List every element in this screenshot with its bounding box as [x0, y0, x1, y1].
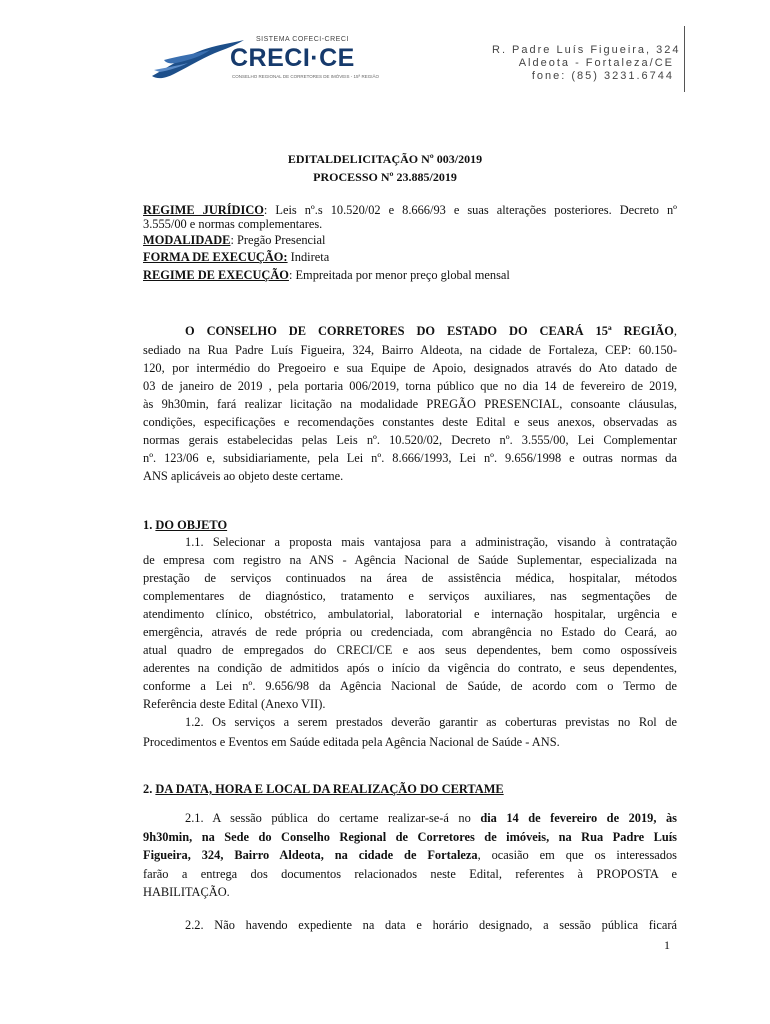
- section-1-line: Referência deste Edital (Anexo VII).: [143, 697, 326, 711]
- regime-juridico: REGIME JURÍDICO: Leis nº.s 10.520/02 e 8.666/93 e suas alterações posteriores. Decreto nº: [143, 203, 677, 217]
- section-1-line: prestação de serviços continuados na área de assistência médica, hospitalar, métodos: [143, 571, 677, 585]
- modalidade: MODALIDADE: Pregão Presencial: [143, 233, 326, 247]
- forma-execucao: FORMA DE EXECUÇÃO: Indireta: [143, 250, 330, 264]
- intro-line: às 9h30min, fará realizar licitação na modalidade PREGÃO PRESENCIAL, consoante cláusulas,: [143, 397, 677, 411]
- intro-line: condições, especificações e recomendações constantes deste Edital e seus anexos, observadas as: [143, 415, 677, 429]
- intro-line: normas gerais estabelecidas pelas Leis nº. 10.520/02, Decreto nº. 3.555/00, Lei Complementar: [143, 433, 677, 447]
- address-line: R. Padre Luís Figueira, 324: [492, 44, 681, 56]
- section-1-line: Procedimentos e Eventos em Saúde editada pela Agência Nacional de Saúde - ANS.: [143, 735, 560, 749]
- phone-line: fone: (85) 3231.6744: [531, 70, 674, 82]
- regime-juridico-cont: 3.555/00 e normas complementares.: [143, 217, 323, 231]
- section-2-line: Figueira, 324, Bairro Aldeota, na cidade de Fortaleza, ocasião em que os interessados: [143, 848, 677, 862]
- address-block: [492, 44, 681, 83]
- regime-juridico-label: REGIME JURÍDICO: [143, 203, 264, 217]
- section-1-line: 1.1. Selecionar a proposta mais vantajosa para a administração, visando à contratação: [185, 535, 677, 549]
- section-1-line: emergência, através de rede própria ou credenciada, com abrangência no Estado do Ceará, ao: [143, 625, 677, 639]
- section-2-line: 9h30min, na Sede do Conselho Regional de Corretores de imóveis, na Rua Padre Luís: [143, 830, 677, 844]
- brand-name: CRECI·CE: [230, 44, 355, 72]
- header-divider: [684, 26, 685, 92]
- section-1-line: complementares de diagnóstico, tratamento e serviços auxiliares, nas segmentações de: [143, 589, 677, 603]
- section-1-line: de empresa com registro na ANS - Agência Nacional de Saúde Suplementar, especializada na: [143, 553, 677, 567]
- section-2-line: farão a entrega dos documentos relacionados neste Edital, referentes à PROPOSTA e: [143, 867, 677, 881]
- section-1-heading: 1. DO OBJETO: [143, 518, 228, 532]
- intro-line: 120, por intermédio do Pregoeiro e sua Equipe de Apoio, designados através do Ato datado de: [143, 361, 677, 375]
- section-2-line: HABILITAÇÃO.: [143, 885, 230, 899]
- section-2-line: 2.2. Não havendo expediente na data e horário designado, a sessão pública ficará: [185, 918, 677, 932]
- section-2-heading: 2. DA DATA, HORA E LOCAL DA REALIZAÇÃO DO CERTAME: [143, 782, 504, 796]
- brand-tagline: CONSELHO REGIONAL DE CORRETORES DE IMÓVEIS - 15ª REGIÃO: [232, 74, 379, 79]
- intro-line: 03 de janeiro de 2019 , pela portaria 006/2019, torna público que no dia 14 de fevereiro de 2019,: [143, 379, 677, 393]
- letterhead: [0, 0, 770, 100]
- address-line: Aldeota - Fortaleza/CE: [518, 57, 674, 69]
- section-1-line: conforme a Lei nº. 9.656/98 da Agência Nacional de Saúde, de acordo com o Termo de: [143, 679, 677, 693]
- intro-line: ANS aplicáveis ao objeto deste certame.: [143, 469, 344, 483]
- section-1-line: atual quadro de empregados do CRECI/CE e aos seus dependentes, bem como ospossíveis: [143, 643, 677, 657]
- section-1-line: atendimento clínico, obstétrico, ambulatorial, laboratorial e internação hospitalar, urgência e: [143, 607, 677, 621]
- regime-execucao: REGIME DE EXECUÇÃO: Empreitada por menor preço global mensal: [143, 268, 510, 282]
- process-number: PROCESSO Nº 23.885/2019: [313, 170, 457, 184]
- creci-logo: [150, 34, 380, 86]
- section-1-line: 1.2. Os serviços a serem prestados deverão garantir as coberturas previstas no Rol de: [185, 715, 677, 729]
- intro-heading: O CONSELHO DE CORRETORES DO ESTADO DO CEARÁ 15ª REGIÃO,: [185, 324, 677, 338]
- page-number: 1: [664, 938, 670, 952]
- system-label: SISTEMA COFECI-CRECI: [256, 36, 349, 43]
- section-2-line: 2.1. A sessão pública do certame realizar-se-á no dia 14 de fevereiro de 2019, às: [185, 811, 677, 825]
- intro-line: sediado na Rua Padre Luís Figueira, 324, Bairro Aldeota, na cidade de Fortaleza, CEP: 60.150-: [143, 343, 677, 357]
- intro-line: nº. 123/06 e, subsidiariamente, pela Lei nº. 8.666/1993, Lei nº. 9.656/1998 e outras normas da: [143, 451, 677, 465]
- section-1-line: aderentes na condição de admitidos após o início da vigência do contrato, e seus dependentes,: [143, 661, 677, 675]
- document-title: EDITALDELICITAÇÃO Nº 003/2019: [287, 152, 483, 166]
